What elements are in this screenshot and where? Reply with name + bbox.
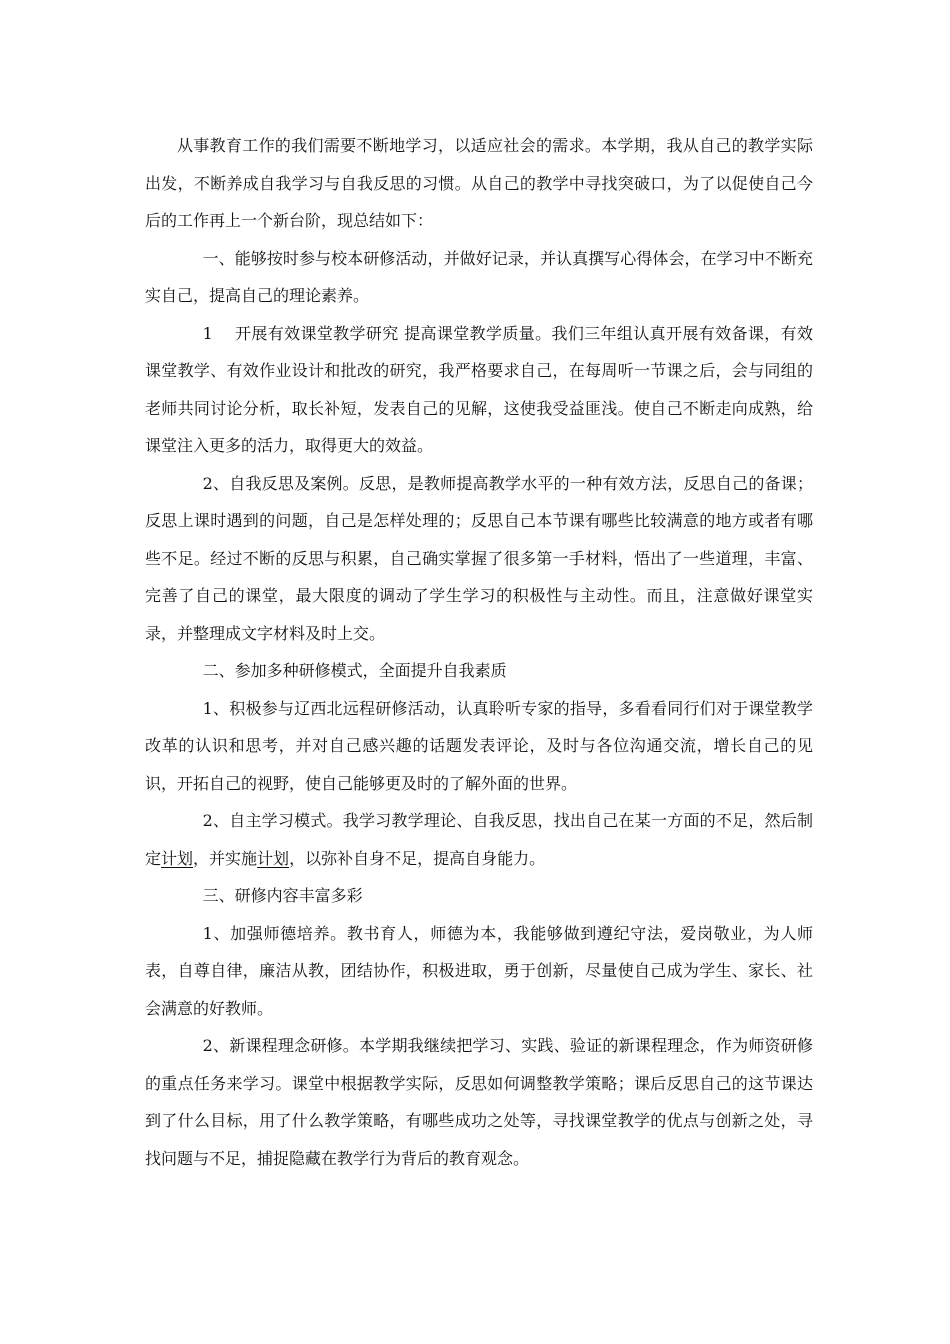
item-ethics-paragraph: 1、加强师德培养。教书育人，师德为本，我能够做到遵纪守法，爱岗敬业，为人师表，自尊自律，廉洁从教，团结协作，积极进取，勇于创新，尽量使自己成为学生、家长、社会满意的好教师。 — [145, 923, 813, 1018]
self-study-text-3: ，以弥补自身不足，提高自身能力。 — [289, 848, 546, 868]
item-new-curriculum-paragraph: 2、新课程理念研修。本学期我继续把学习、实践、验证的新课程理念，作为师资研修的重点任务来学习。课堂中根据教学实际，反思如何调整教学策略；课后反思自己的这节课达到了什么目标，用了什么教学策略，有哪些成功之处等，寻找课堂教学的优点与创新之处，寻找问题与不足，捕捉隐藏在教学行为背后的教育观念。 — [145, 1036, 813, 1168]
item-remote-training-paragraph: 1、积极参与辽西北远程研修活动，认真聆听专家的指导，多看看同行们对于课堂教学改革的认识和思考，并对自己感兴趣的话题发表评论，及时与各位沟通交流，增长自己的见识，开拓自己的视野，使自己能够更及时的了解外面的世界。 — [145, 698, 813, 793]
document-page — [145, 127, 813, 1177]
item-effective-teaching-paragraph: 1 开展有效课堂教学研究 提高课堂教学质量。我们三年组认真开展有效备课，有效课堂教学、有效作业设计和批改的研究，我严格要求自己，在每周听一节课之后，会与同组的老师共同讨论分析，取长补短，发表自己的见解，这使我受益匪浅。使自己不断走向成熟，给课堂注入更多的活力，取得更大的效益。 — [145, 323, 813, 455]
section-three-heading: 三、研修内容丰富多彩 — [202, 886, 363, 905]
self-study-text-1: 2、自主学习模式。我学习教学理论、自我反思，找出自己在某一方面的不足，然后制定 — [145, 811, 813, 868]
section-two-heading: 二、参加多种研修模式，全面提升自我素质 — [202, 661, 507, 680]
self-study-text-2: ，并实施 — [193, 848, 258, 868]
plan-link-2[interactable]: 计划 — [257, 848, 290, 868]
plan-link[interactable]: 计划 — [161, 848, 194, 868]
item-self-reflection-paragraph: 2、自我反思及案例。反思，是教师提高教学水平的一种有效方法，反思自己的备课；反思上课时遇到的问题，自己是怎样处理的；反思自己本节课有哪些比较满意的地方或者有哪些不足。经过不断的反思与积累，自己确实掌握了很多第一手材料，悟出了一些道理，丰富、完善了自己的课堂，最大限度的调动了学生学习的积极性与主动性。而且，注意做好课堂实录，并整理成文字材料及时上交。 — [145, 473, 813, 643]
intro-paragraph: 从事教育工作的我们需要不断地学习，以适应社会的需求。本学期，我从自己的教学实际出发，不断养成自我学习与自我反思的习惯。从自己的教学中寻找突破口，为了以促使自己今后的工作再上一个新台阶，现总结如下： — [145, 136, 813, 230]
item-self-study-paragraph — [145, 802, 813, 877]
section-one-heading-paragraph: 一、能够按时参与校本研修活动，并做好记录，并认真撰写心得体会，在学习中不断充实自己，提高自己的理论素养。 — [145, 248, 813, 305]
